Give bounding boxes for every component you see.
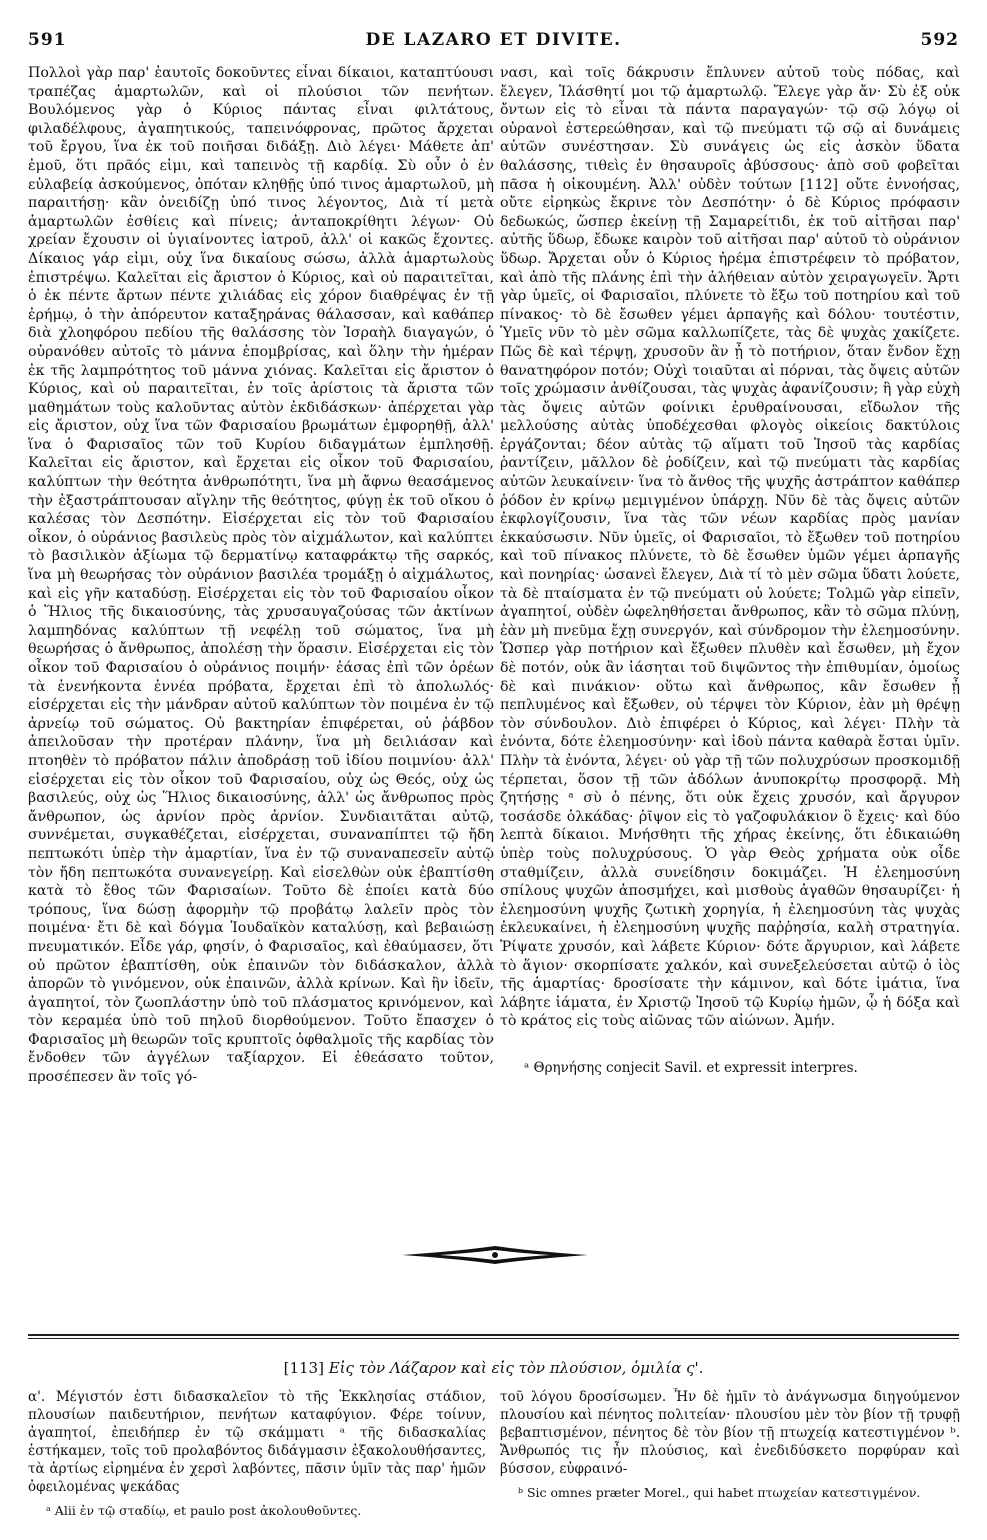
homily-heading — [0, 1359, 987, 1377]
bottom-right-footnote: ᵇ Sic omnes præter Morel., qui habet πτωχείαν κατεστιγμένον. — [518, 1485, 921, 1500]
left-column — [28, 64, 494, 1199]
bottom-left-column — [28, 1388, 486, 1538]
bottom-right-column — [500, 1388, 960, 1538]
homily-title: Εἰς τὸν Λάζαρον καὶ εἰς τὸν πλούσιον, ὁμιλία ς'. — [328, 1359, 704, 1377]
running-title: DE LAZARO ET DIVITE. — [365, 30, 622, 50]
section-rule-top — [28, 1334, 959, 1336]
homily-number: [113] — [283, 1359, 324, 1377]
left-column-text: Πολλοὶ γὰρ παρ' ἑαυτοῖς δοκοῦντες εἶναι δίκαιοι, καταπτύουσι τραπέζας ἁμαρτωλῶν, καὶ οἱ πλούσιοι τῶν πενήτων. Βουλόμενος γὰρ ὁ Κύριος πάντας εἶναι φιλτάτους, φιλαδέλφους, ἀγαπητικούς, ταπεινόφρονας, πρῶτος ἄρχεται τοῦ ἔργου, ἵνα ἐκ τοῦ ποιῆσαι διδάξῃ. Διὸ λέγει· Μάθετε ἀπ' ἐμοῦ, ὅτι πρᾶός εἰμι, καὶ ταπεινὸς τῇ καρδίᾳ. Σὺ οὖν ὁ ἐν εὐλαβείᾳ ἀσκούμενος, ὁπόταν κληθῇς ὑπό τινος ἁμαρτωλοῦ, μὴ παραιτήσῃ· κἂν ὀνειδίζῃ ὑπό τινος λέγοντος, Διὰ τί μετὰ ἁμαρτωλῶν ἐσθίεις καὶ πίνεις; ἀνταποκρίθητι λέγων· Οὐ χρείαν ἔχουσιν οἱ ὑγιαίνοντες ἰατροῦ, ἀλλ' οἱ κακῶς ἔχοντες. Δίκαιος γάρ εἰμι, οὐχ ἵνα δικαίους σώσω, ἀλλὰ ἁμαρτωλοὺς ἐπιστρέψω. Καλεῖται εἰς ἄριστον ὁ Κύριος, καὶ οὐ παραιτεῖται, ὁ ἐκ πέντε ἄρτων πέντε χιλιάδας εἰς χόρον διαθρέψας ἐν τῇ ἐρήμῳ, ὁ τὴν ἀπόρευτον καταξηράνας θάλασσαν, καὶ καθάπερ διὰ χλοηφόρου πεδίου τῆς θαλάσσης τὸν Ἰσραὴλ διαγαγών, ὁ οὐρανόθεν αὐτοῖς τὸ μάννα ἐπομβρίσας, καὶ ὅλην τὴν ἡμέραν ἐκ τῆς λαμπρότητος τοῦ μάννα χιόνας. Καλεῖται εἰς ἄριστον ὁ Κύριος, καὶ οὐ παραιτεῖται, ἐν τοῖς ἀρίστοις τὰ ἄριστα τῶν μαθημάτων τοὺς καλοῦντας αὐτὸν ἐκδιδάσκων· ἀπέρχεται γὰρ εἰς ἄριστον, οὐχ ἵνα τῶν Φαρισαίου βρωμάτων ἐμφορηθῇ, ἀλλ' ἵνα ὁ Φαρισαῖος τῶν τοῦ Κυρίου διδαγμάτων ἐμπλησθῇ. Καλεῖται εἰς ἄριστον, καὶ ἔρχεται εἰς οἶκον τοῦ Φαρισαίου, καλύπτων τὴν θεότητα ἀνθρωπότητι, ἵνα μὴ ἄφνω θεασάμενος τὴν ἐξαστράπτουσαν αἴγλην τῆς θεότητος, φύγῃ ἐκ τοῦ οἴκου ὁ καλέσας τὸν Δεσπότην. Εἰσέρχεται εἰς τὸν τοῦ Φαρισαίου οἶκον, ὁ οὐράνιος βασιλεὺς πρὸς τὸν αἰχμάλωτον, καὶ καλύπτει τὸ βασιλικὸν ἀξίωμα τῷ δερματίνῳ καταφράκτῳ τῆς σαρκός, ἵνα μὴ θεωρήσας τὸν οὐράνιον βασιλέα τρομάξῃ ὁ αἰχμάλωτος, καὶ εἰς γῆν καταδύσῃ. Εἰσέρχεται εἰς τὸν τοῦ Φαρισαίου οἶκον ὁ Ἥλιος τῆς δικαιοσύνης, τὰς χρυσαυγαζούσας τῶν ἀκτίνων λαμπηδόνας καλύπτων τῇ νεφέλῃ τοῦ σώματος, ἵνα μὴ θεωρήσας ὁ ἄνθρωπος, ἀπολέσῃ τὴν ὅρασιν. Εἰσέρχεται εἰς τὸν οἶκον τοῦ Φαρισαίου ὁ οὐράνιος ποιμήν· ἐάσας ἐπὶ τῶν ὀρέων τὰ ἐνενήκοντα ἐννέα πρόβατα, ἔρχεται ἐπὶ τὸ ἀπολωλός· εἰσέρχεται εἰς τὴν μάνδραν αὐτοῦ καλύπτων τὸν ποιμένα ἐν τῷ ἀρνείῳ τοῦ σώματος. Οὐ βακτηρίαν ἐπιφέρεται, οὐ ῥάβδον ἀπειλοῦσαν τὴν προτέραν πλάνην, ἵνα μὴ δειλιάσαν καὶ πτοηθὲν τὸ πρόβατον πάλιν ἀποδράσῃ τοῦ ἰδίου ποιμνίου· ἀλλ' εἰσέρχεται εἰς τὸν οἶκον τοῦ Φαρισαίου, οὐχ ὡς Θεός, οὐχ ὡς βασιλεύς, οὐχ ὡς Ἥλιος δικαιοσύνης, ἀλλ' ὡς ἄνθρωπος πρὸς ἄνθρωπον, ὡς ἀρνίον πρὸς ἀρνίον. Συνδιαιτᾶται αὐτῷ, συννέμεται, συγκαθέζεται, εἰσέρχεται, συναναπίπτει τῷ ἤδη πεπτωκότι ὑπὲρ τὴν ἁμαρτίαν, ἵνα ἐν τῷ συναναπεσεῖν αὐτῷ τὸν ἤδη πεπτωκότα συνανεγείρῃ. Καὶ εἰσελθὼν οὐκ ἐβαπτίσθη κατὰ τὸ ἔθος τῶν Φαρισαίων. Τοῦτο δὲ ἐποίει κατὰ δύο τρόπους, ἵνα δώσῃ ἀφορμὴν τῷ προβάτῳ λαλεῖν πρὸς τὸν ποιμένα· ἔτι δὲ καὶ δόγμα Ἰουδαϊκὸν καταλύσῃ, καὶ βεβαιώσῃ πνευματικόν. Εἶδε γάρ, φησίν, ὁ Φαρισαῖος, καὶ ἐθαύμασεν, ὅτι οὐ πρῶτον ἐβαπτίσθη, οὐκ ἐπαινῶν τὸν διδάσκαλον, ἀλλὰ ἀπορῶν τὸ γινόμενον, οὐκ ἐπαινῶν, ἀλλὰ κρίνων. Καὶ ἢν ἰδεῖν, ἀγαπητοί, τὸν ζωοπλάστην ὑπὸ τοῦ πλάσματος κρινόμενον, καὶ τὸν κεραμέα ὑπὸ τοῦ πηλοῦ διορθούμενον. Τοῦτο ἔπασχεν ὁ Φαρισαῖος μὴ θεωρῶν τοῖς κρυπτοῖς ὀφθαλμοῖς τῆς καρδίας τὸν ἔνδοθεν τῶν ἀγγέλων ταξίαρχον. Εἰ ἐθεάσατο τοῦτον, προσέπεσεν ἂν τοῖς γό- — [28, 65, 494, 1086]
right-column — [500, 64, 960, 1164]
page-number-right: 592 — [920, 30, 959, 50]
right-column-footnote: ᵃ Θρηνήσης conjecit Savil. et expressit interpres. — [524, 1059, 858, 1076]
ornament-divider — [400, 1242, 590, 1268]
right-column-text: νασι, καὶ τοῖς δάκρυσιν ἔπλυνεν αὐτοῦ τοὺς πόδας, καὶ ἔλεγεν, Ἱλάσθητί μοι τῷ ἁμαρτωλῷ. Ἔλεγε γὰρ ἄν· Σὺ ἐξ οὐκ ὄντων εἰς τὸ εἶναι τὰ πάντα παραγαγών· τῷ σῷ λόγῳ οἱ οὐρανοὶ ἐστερεώθησαν, καὶ τῷ πνεύματι τῷ σῷ αἱ δυνάμεις αὐτῶν συνέστησαν. Σὺ συνάγεις ὡς εἰς ἀσκὸν ὕδατα θαλάσσης, τιθεὶς ἐν θησαυροῖς ἀβύσσους· ἀπὸ σοῦ φοβεῖται πᾶσα ἡ οἰκουμένη. Ἀλλ' οὐδὲν τούτων [112] οὔτε ἐννοήσας, οὔτε εἰρηκὼς ἔκρινε τὸν Δεσπότην· ὁ δὲ Κύριος πρόφασιν δεδωκώς, ὥσπερ ἐκείνῃ τῇ Σαμαρείτιδι, ἐκ τοῦ αἰτῆσαι παρ' αὐτῆς ὕδωρ, ἔδωκε καιρὸν τοῦ αἰτῆσαι παρ' αὐτοῦ τὸ οὐράνιον ὕδωρ. Ἄρχεται οὖν ὁ Κύριος ἠρέμα ἐπιστρέφειν τὸ πρόβατον, καὶ ἀπὸ τῆς πλάνης ἐπὶ τὴν ἀλήθειαν αὐτὸν χειραγωγεῖν. Ἄρτι γὰρ ὑμεῖς, οἱ Φαρισαῖοι, πλύνετε τὸ ἔξω τοῦ ποτηρίου καὶ τοῦ πίνακος· τὸ δὲ ἔσωθεν γέμει ἁρπαγῆς καὶ δόλου· τουτέστιν, Ὑμεῖς νῦν τὸ μὲν σῶμα καλλωπίζετε, τὰς δὲ ψυχὰς χακίζετε. Πῶς δὲ καὶ τέρψῃ, χρυσοῦν ἂν ᾖ τὸ ποτήριον, ὅταν ἔνδον ἔχῃ θανατηφόρον ποτόν; Οὐχὶ τοιαῦται αἱ πόρναι, τὰς ὄψεις αὐτῶν τοῖς χρώμασιν ἀνθίζουσαι, τὰς ψυχὰς ἀφανίζουσιν; ἢ γὰρ εὐχὴ τὰς ὄψεις αὐτῶν φοίνικι ἐρυθραίνουσαι, εἴδωλον τῆς μελλούσης αὐτὰς ὑποδέχεσθαι φλογὸς οἰκείοις δακτύλοις ἐργάζονται; δέον αὐτὰς τῷ αἵματι τοῦ Ἰησοῦ τὰς καρδίας ῥαντίζειν, μᾶλλον δὲ ῥοδίζειν, καὶ τῷ πνεύματι τὰς καρδίας αὐτῶν λευκαίνειν· ἵνα τὸ ἄνθος τῆς ψυχῆς ἀστράπτον καθάπερ ῥόδον ἐν κρίνῳ μεμιγμένον ὑπάρχῃ. Νῦν δὲ τὰς ὄψεις αὐτῶν ἐκφλογίζουσιν, ἵνα τὰς τῶν νέων καρδίας πρὸς μανίαν ἐκκαύσωσιν. Νῦν ὑμεῖς, οἱ Φαρισαῖοι, τὸ ἔξωθεν τοῦ ποτηρίου καὶ τοῦ πίνακος πλύνετε, τὸ δὲ ἔσωθεν ὑμῶν γέμει ἁρπαγῆς καὶ πονηρίας· ὡσανεὶ ἔλεγεν, Διὰ τί τὸ μὲν σῶμα ὕδατι λούετε, τὰ δὲ πταίσματα ἐν τῷ πνεύματι οὐ λούετε; Τολμῶ γὰρ εἰπεῖν, ἀγαπητοί, οὐδὲν ὠφεληθήσεται ἄνθρωπος, κἂν τὸ σῶμα πλύνῃ, ἐὰν μὴ πνεῦμα ἔχῃ συνεργόν, καὶ σύνδρομον τὴν ἐλεημοσύνην. Ὥσπερ γὰρ ποτήριον καὶ ἔξωθεν πλυθὲν καὶ ἔσωθεν, μὴ ἔχον δὲ ποτόν, οὐκ ἂν ἰάσηται τοῦ διψῶντος τὴν ἐπιθυμίαν, ὁμοίως δὲ καὶ πινάκιον· οὕτω καὶ ἄνθρωπος, κἂν ἔσωθεν ᾖ πεπλυμένος καὶ ἔξωθεν, οὐ τέρψει τὸν Κύριον, ἐὰν μὴ θρέψῃ τὸν σύνδουλον. Διὸ ἐπιφέρει ὁ Κύριος, καὶ λέγει· Πλὴν τὰ ἐνόντα, δότε ἐλεημοσύνην· καὶ ἰδοὺ πάντα καθαρὰ ἔσται ὑμῖν. Πλὴν τὰ ἐνόντα, λέγει· οὐ γὰρ τῇ τῶν πολυχρύσων προσκομιδῇ τέρπεται, ὅσον τῇ τῶν ἀδόλων ἀνυποκρίτῳ προσφορᾷ. Μὴ ζητήσῃς ᵃ σὺ ὁ πένης, ὅτι οὐκ ἔχεις χρυσόν, καὶ ἄργυρον τοσάσδε ὁλκάδας· ῥῖψον εἰς τὸ γαζοφυλάκιον ὃ ἔχεις· καὶ δύο λεπτὰ δίκαιοι. Μνήσθητι τῆς χήρας ἐκείνης, ὅτι ἐδικαιώθη ὑπὲρ τοὺς πολυχρύσους. Ὁ γὰρ Θεὸς χρήματα οὐκ οἶδε σταθμίζειν, ἀλλὰ συνείδησιν δοκιμάζει. Ἡ ἐλεημοσύνη σπίλους ψυχῶν ἀποσμήχει, καὶ μισθοὺς ἀγαθῶν θησαυρίζει· ἡ ἐλεημοσύνη ψυχῆς ζωτικὴ χορηγία, ἡ ἐλεημοσύνη τὰς ψυχὰς ἐκλευκαίνει, ἡ ἐλεημοσύνη ψυχῆς παῤῥησία, καλὴ στρατηγία. Ῥίψατε χρυσόν, καὶ λάβετε Κύριον· δότε ἄργυριον, καὶ λάβετε τὸ ἅγιον· σκορπίσατε χαλκόν, καὶ συνεξελεύσεται αὐτῷ ὁ ἰὸς τῆς ἁμαρτίας· δροσίσατε τὴν κάμινον, καὶ δότε ἱμάτια, ἵνα λάβητε ἰάματα, ἐν Χριστῷ Ἰησοῦ τῷ Κυρίῳ ἡμῶν, ᾧ ἡ δόξα καὶ τὸ κράτος εἰς τοὺς αἰῶνας τῶν αἰώνων. Ἀμήν. — [500, 65, 960, 1030]
running-header — [28, 30, 959, 56]
section-rule-bottom — [28, 1338, 959, 1339]
page-number-left: 591 — [28, 30, 67, 50]
bottom-right-text: τοῦ λόγου δροσίσωμεν. Ἦν δὲ ἡμῖν τὸ ἀνάγνωσμα διηγούμενον πλουσίου καὶ πένητος πολιτείαν· πλουσίου μὲν τὸν βίον τῇ τρυφῇ βεβαπτισμένον, πένητος δὲ τὸν βίον τῇ πτωχείᾳ κατεστιγμένον ᵇ. Ἄνθρωπός τις ἦν πλούσιος, καὶ ἐνεδιδύσκετο πορφύραν καὶ βύσσον, εὐφραινό- — [500, 1389, 960, 1477]
bottom-left-text: α'. Μέγιστόν ἐστι διδασκαλεῖον τὸ τῆς Ἐκκλησίας στάδιον, πλουσίων παιδευτήριον, πενήτων καταφύγιον. Φέρε τοίνυν, ἀγαπητοί, ἐπειδήπερ ἐν τῷ σκάμματι ᵃ τῆς διδασκαλίας ἑστήκαμεν, τοῖς τοῦ προλαβόντος διδάγμασιν ἐξακολουθήσαντες, τὰ ἀρτίως εἰρημένα ἐν χερσὶ λαβόντες, πᾶσιν ὑμῖν τὰς παρ' ἡμῶν ὀφειλομένας ψεκάδας — [28, 1389, 486, 1495]
bottom-left-footnote: ᵃ Alii ἐν τῷ σταδίῳ, et paulo post ἀκολουθοῦντες. — [46, 1503, 362, 1518]
